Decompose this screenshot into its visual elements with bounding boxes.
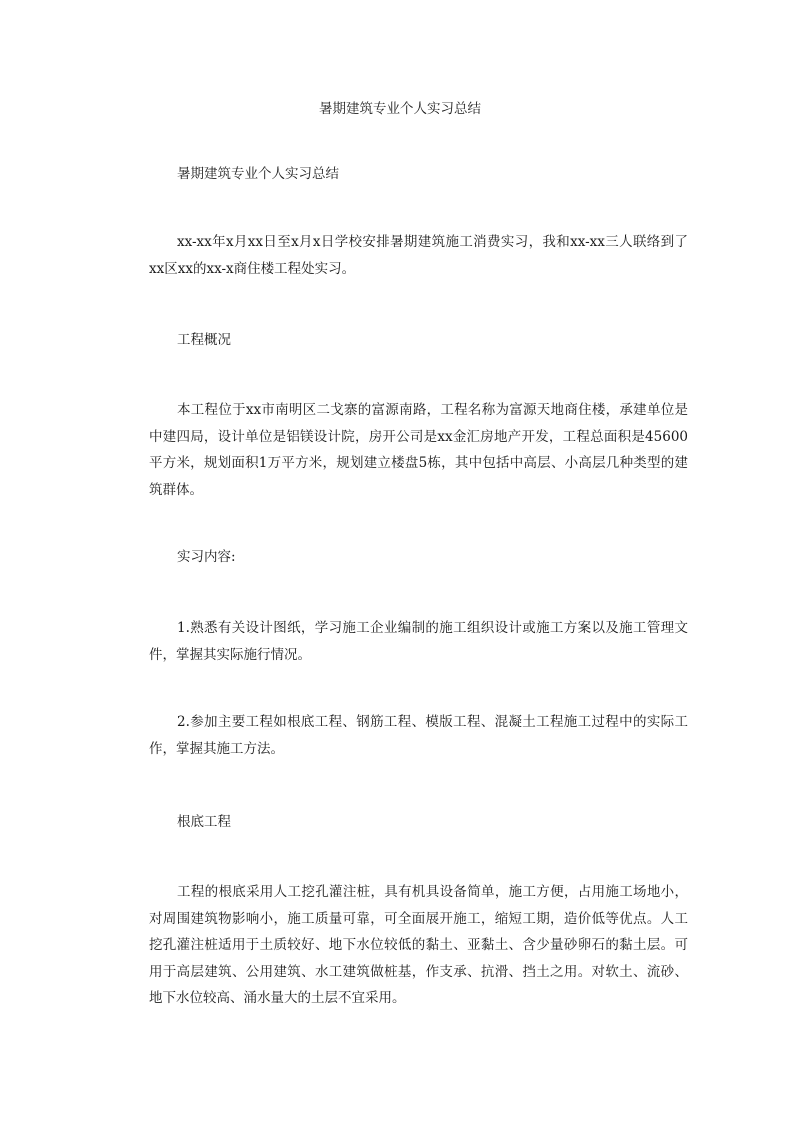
document-subtitle: 暑期建筑专业个人实习总结 <box>177 166 339 182</box>
section-heading-content: 实习内容: <box>177 549 236 565</box>
content-item-2: 2.参加主要工程如根底工程、钢筋工程、模版工程、混凝土工程施工过程中的实际工作，掌握其施工方法。 <box>149 714 688 757</box>
section-heading-overview: 工程概况 <box>177 332 231 348</box>
section-heading-foundation: 根底工程 <box>177 814 231 830</box>
document-title: 暑期建筑专业个人实习总结 <box>319 101 481 117</box>
foundation-paragraph: 工程的根底采用人工挖孔灌注桩，具有机具设备简单，施工方便，占用施工场地小，对周围建筑物影响小，施工质量可靠，可全面展开施工，缩短工期，造价低等优点。人工挖孔灌注桩适用于土质较好、地下水位较低的黏土、亚黏土、含少量砂卵石的黏土层。可用于高层建筑、公用建筑、水工建筑做桩基，作支承、抗滑、挡土之用。对软土、流砂、地下水位较高、涌水量大的土层不宜采用。 <box>149 884 688 1006</box>
overview-paragraph: 本工程位于xx市南明区二戈寨的富源南路，工程名称为富源天地商住楼，承建单位是中建四局，设计单位是铝镁设计院，房开公司是xx金汇房地产开发，工程总面积是45600平方米，规划面积1万平方米，规划建立楼盘5栋，其中包括中高层、小高层几种类型的建筑群体。 <box>149 402 688 498</box>
intro-paragraph: xx-xx年x月xx日至x月x日学校安排暑期建筑施工消费实习，我和xx-xx三人联络到了xx区xx的xx-x商住楼工程处实习。 <box>149 234 688 277</box>
content-item-1: 1.熟悉有关设计图纸，学习施工企业编制的施工组织设计或施工方案以及施工管理文件，掌握其实际施行情况。 <box>149 620 688 663</box>
